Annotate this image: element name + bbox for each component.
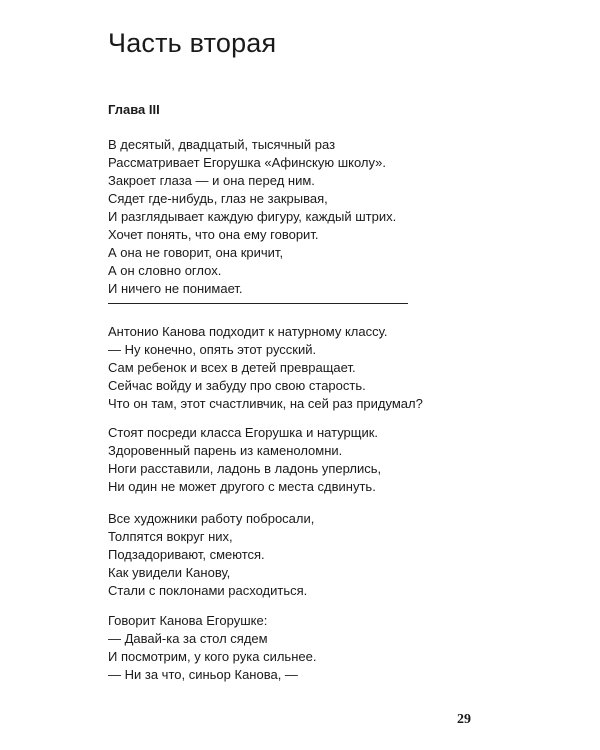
text-line: А она не говорит, она кричит, <box>108 245 284 260</box>
text-line: Здоровенный парень из каменоломни. <box>108 443 343 458</box>
stanza <box>108 323 423 413</box>
text-line: И посмотрим, у кого рука сильнее. <box>108 649 317 664</box>
page-number: 29 <box>457 712 471 727</box>
text-line: И разглядывает каждую фигуру, каждый штрих. <box>108 209 397 224</box>
text-line: В десятый, двадцатый, тысячный раз <box>108 137 336 152</box>
text-line: А он словно оглох. <box>108 263 222 278</box>
part-title: Часть вторая <box>108 28 277 58</box>
text-line: Рассматривает Егорушка «Афинскую школу». <box>108 155 386 170</box>
text-line: — Ну конечно, опять этот русский. <box>108 342 317 357</box>
text-line: Сейчас войду и забуду про свою старость. <box>108 378 366 393</box>
text-line: Сядет где-нибудь, глаз не закрывая, <box>108 191 328 206</box>
stanza <box>108 510 314 600</box>
text-line: Говорит Канова Егорушке: <box>108 613 268 628</box>
text-line: Ноги расставили, ладонь в ладонь уперлись, <box>108 461 382 476</box>
text-line: — Ни за что, синьор Канова, — <box>108 667 298 682</box>
text-line: — Давай-ка за стол сядем <box>108 631 268 646</box>
text-line: Хочет понять, что она ему говорит. <box>108 227 319 242</box>
text-line: Антонио Канова подходит к натурному классу. <box>108 324 388 339</box>
stanza <box>108 136 396 298</box>
text-line: Ни один не может другого с места сдвинуть. <box>108 479 376 494</box>
text-line: Стоят посреди класса Егорушка и натурщик. <box>108 425 379 440</box>
text-line: Сам ребенок и всех в детей превращает. <box>108 360 356 375</box>
text-line: Все художники работу побросали, <box>108 511 315 526</box>
text-line: Что он там, этот счастливчик, на сей раз придумал? <box>108 396 423 411</box>
text-line: Закроет глаза — и она перед ним. <box>108 173 315 188</box>
section-divider <box>108 303 408 304</box>
chapter-title: Глава III <box>108 102 160 117</box>
text-line: Толпятся вокруг них, <box>108 529 233 544</box>
stanza <box>108 612 316 684</box>
text-line: И ничего не понимает. <box>108 281 243 296</box>
stanza <box>108 424 381 496</box>
text-line: Как увидели Канову, <box>108 565 231 580</box>
text-line: Стали с поклонами расходиться. <box>108 583 308 598</box>
text-line: Подзадоривают, смеются. <box>108 547 265 562</box>
